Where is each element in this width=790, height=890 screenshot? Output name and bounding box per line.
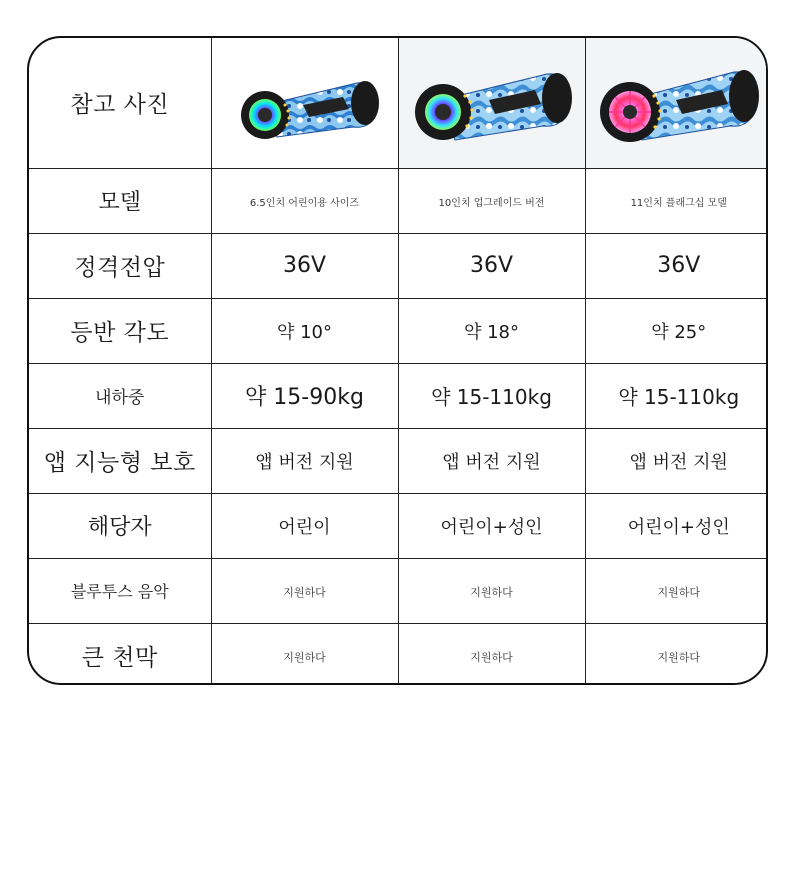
load-value-2: [398, 363, 585, 428]
voltage-value-2: [398, 233, 585, 298]
row-model: [29, 168, 768, 233]
row-photo: [29, 38, 768, 168]
climb-text-1: 약 10°: [276, 321, 332, 343]
load-value-3: [585, 363, 768, 428]
label-fender: [29, 623, 211, 685]
model-text-1: 6.5인치 어린이용 사이즈: [249, 198, 360, 209]
app-value-2: [398, 428, 585, 493]
model-value-2: [398, 168, 585, 233]
row-target: [29, 493, 768, 558]
app-text-1: 앱 버전 지원: [255, 451, 354, 473]
voltage-value-3: [585, 233, 768, 298]
load-text-3: 약 15-110kg: [618, 385, 740, 409]
model-value-1: [211, 168, 398, 233]
label-voltage: [29, 233, 211, 298]
fender-text-2: 지원하다: [470, 651, 513, 665]
row-app: [29, 428, 768, 493]
fender-value-2: [398, 623, 585, 685]
app-text-3: 앱 버전 지원: [629, 451, 728, 473]
fender-value-3: [585, 623, 768, 685]
label-app-text: 앱 지능형 보호: [43, 450, 196, 476]
voltage-text-1: 36V: [282, 253, 327, 278]
app-text-2: 앱 버전 지원: [442, 451, 541, 473]
label-load-text: 내하중: [95, 388, 145, 408]
row-bluetooth: [29, 558, 768, 623]
label-app: [29, 428, 211, 493]
load-text-2: 약 15-110kg: [431, 385, 552, 409]
model-text-3: 11인치 플래그십 모델: [630, 198, 727, 209]
label-load: [29, 363, 211, 428]
hoverboard-10-image: [407, 50, 577, 155]
fender-value-1: [211, 623, 398, 685]
climb-value-1: [211, 298, 398, 363]
bluetooth-text-1: 지원하다: [283, 586, 326, 599]
label-climb-text: 등반 각도: [70, 320, 170, 346]
climb-text-2: 약 18°: [463, 321, 519, 343]
label-photo: [29, 38, 211, 168]
hoverboard-11-image: [594, 50, 764, 155]
spec-table: [29, 38, 768, 685]
label-photo-text: 참고 사진: [70, 92, 170, 119]
model-text-2: 10인치 업그레이드 버전: [438, 198, 545, 209]
label-model: [29, 168, 211, 233]
target-text-3: 어린이+성인: [627, 516, 730, 538]
label-target: [29, 493, 211, 558]
climb-value-3: [585, 298, 768, 363]
target-text-2: 어린이+성인: [440, 516, 543, 538]
bluetooth-text-2: 지원하다: [470, 586, 513, 599]
label-fender-text: 큰 천막: [81, 645, 158, 672]
label-voltage-text: 정격전압: [74, 255, 166, 281]
voltage-text-2: 36V: [469, 253, 514, 278]
hoverboard-6-5-image: [225, 53, 385, 153]
fender-text-1: 지원하다: [283, 651, 326, 665]
climb-text-3: 약 25°: [651, 321, 707, 343]
app-value-1: [211, 428, 398, 493]
climb-value-2: [398, 298, 585, 363]
photo-cell-1: [211, 38, 398, 168]
voltage-value-1: [211, 233, 398, 298]
label-bluetooth-text: 블루투스 음악: [70, 582, 169, 601]
app-value-3: [585, 428, 768, 493]
fender-text-3: 지원하다: [657, 651, 700, 665]
target-text-1: 어린이: [278, 516, 331, 538]
bluetooth-value-3: [585, 558, 768, 623]
label-climb: [29, 298, 211, 363]
row-load: [29, 363, 768, 428]
photo-cell-2: [398, 38, 585, 168]
target-value-2: [398, 493, 585, 558]
photo-cell-3: [585, 38, 768, 168]
load-text-1: 약 15-90kg: [245, 385, 364, 410]
label-bluetooth: [29, 558, 211, 623]
row-voltage: [29, 233, 768, 298]
model-value-3: [585, 168, 768, 233]
row-fender: [29, 623, 768, 685]
bluetooth-text-3: 지원하다: [657, 586, 700, 599]
target-value-3: [585, 493, 768, 558]
bluetooth-value-2: [398, 558, 585, 623]
voltage-text-3: 36V: [657, 253, 701, 278]
label-target-text: 해당자: [87, 515, 152, 540]
target-value-1: [211, 493, 398, 558]
bluetooth-value-1: [211, 558, 398, 623]
spec-comparison-table: [27, 36, 768, 685]
label-model-text: 모델: [98, 190, 141, 215]
load-value-1: [211, 363, 398, 428]
row-climb: [29, 298, 768, 363]
